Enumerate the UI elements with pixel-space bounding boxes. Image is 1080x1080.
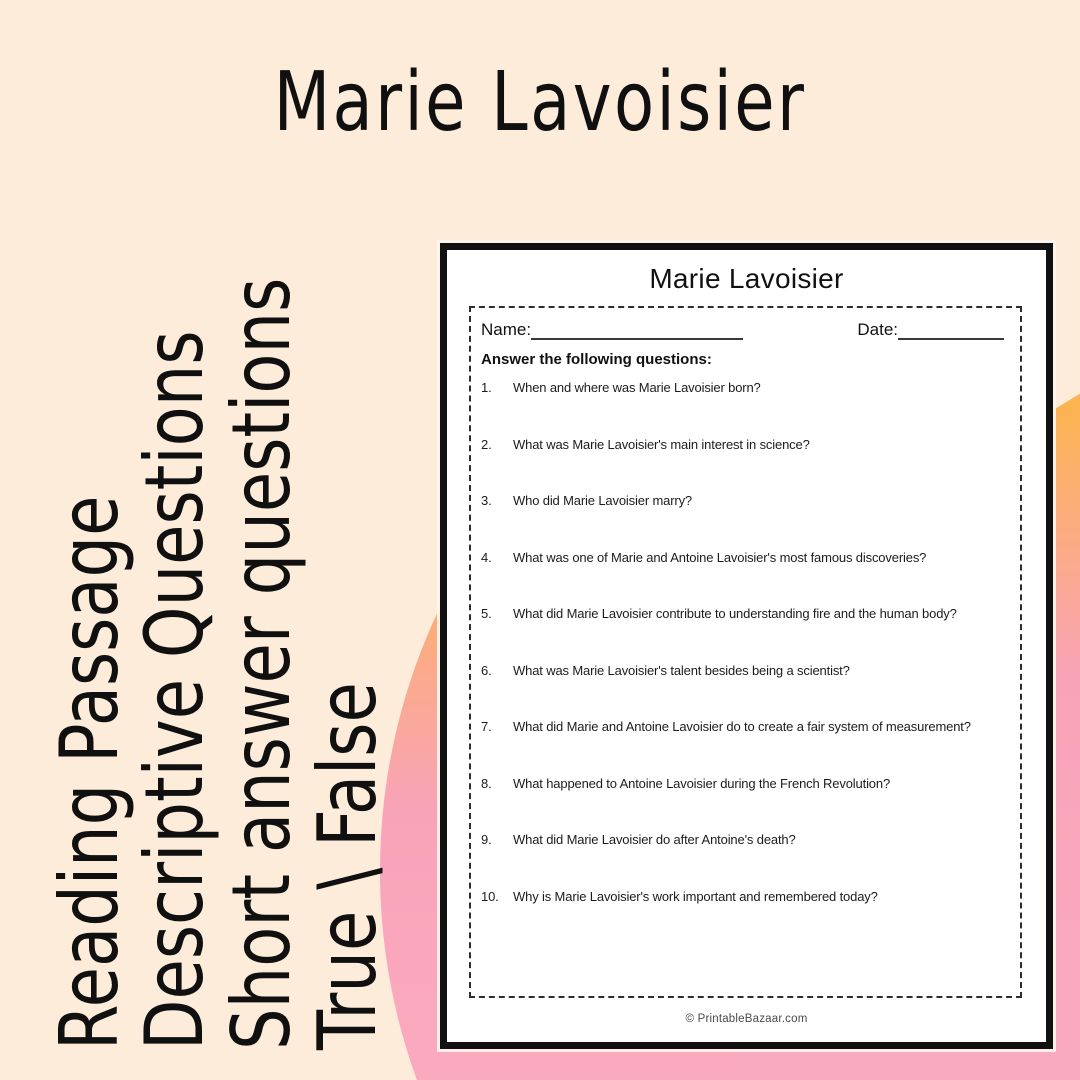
question-text: What was Marie Lavoisier's main interest in science? bbox=[513, 436, 810, 452]
question-text: Who did Marie Lavoisier marry? bbox=[513, 493, 693, 508]
question-item bbox=[481, 662, 1006, 680]
worksheet-paper bbox=[440, 243, 1053, 1049]
side-label-descriptive-questions: Descriptive Questions bbox=[128, 330, 221, 1051]
instruction-text: Answer the following questions: bbox=[481, 351, 712, 368]
question-item bbox=[481, 775, 1006, 793]
name-blank-line bbox=[531, 324, 743, 340]
question-number: 10. bbox=[481, 888, 499, 904]
question-text: When and where was Marie Lavoisier born? bbox=[513, 380, 761, 395]
question-list bbox=[481, 379, 1006, 906]
question-text: Why is Marie Lavoisier's work important and remembered today? bbox=[513, 888, 878, 904]
question-item bbox=[481, 492, 1006, 510]
question-text: What did Marie and Antoine Lavoisier do to create a fair system of measurement? bbox=[513, 719, 971, 734]
copyright-footer: © PrintableBazaar.com bbox=[685, 1013, 808, 1025]
question-number: 7. bbox=[481, 719, 492, 734]
question-number: 6. bbox=[481, 662, 492, 678]
question-item bbox=[481, 718, 1006, 736]
worksheet-title: Marie Lavoisier bbox=[649, 263, 844, 294]
worksheet-dashed-frame bbox=[469, 306, 1022, 998]
question-number: 8. bbox=[481, 775, 492, 791]
question-item bbox=[481, 436, 1006, 454]
question-number: 1. bbox=[481, 380, 492, 395]
question-text: What happened to Antoine Lavoisier during the French Revolution? bbox=[513, 775, 891, 791]
question-item bbox=[481, 549, 1006, 567]
date-group bbox=[857, 320, 1004, 340]
page-title: Marie Lavoisier bbox=[273, 55, 807, 150]
question-item bbox=[481, 605, 1006, 623]
question-number: 3. bbox=[481, 493, 492, 508]
date-label: Date: bbox=[857, 320, 898, 339]
question-item bbox=[481, 379, 1006, 397]
question-item bbox=[481, 888, 1006, 906]
question-number: 5. bbox=[481, 606, 492, 621]
question-text: What was Marie Lavoisier's talent besides being a scientist? bbox=[513, 662, 850, 678]
side-label-true-false: True \ False bbox=[301, 682, 394, 1050]
question-text: What was one of Marie and Antoine Lavoisier's most famous discoveries? bbox=[513, 549, 927, 565]
question-number: 2. bbox=[481, 436, 492, 452]
side-label-short-answer-questions: Short answer questions bbox=[215, 277, 308, 1050]
question-number: 4. bbox=[481, 549, 492, 565]
date-blank-line bbox=[898, 324, 1004, 340]
question-item bbox=[481, 831, 1006, 849]
question-text: What did Marie Lavoisier contribute to understanding fire and the human body? bbox=[513, 606, 957, 621]
name-label: Name: bbox=[481, 320, 532, 339]
side-label-reading-passage: Reading Passage bbox=[43, 495, 136, 1051]
question-text: What did Marie Lavoisier do after Antoine's death? bbox=[513, 832, 796, 847]
name-date-row bbox=[481, 320, 1006, 340]
question-number: 9. bbox=[481, 832, 492, 847]
